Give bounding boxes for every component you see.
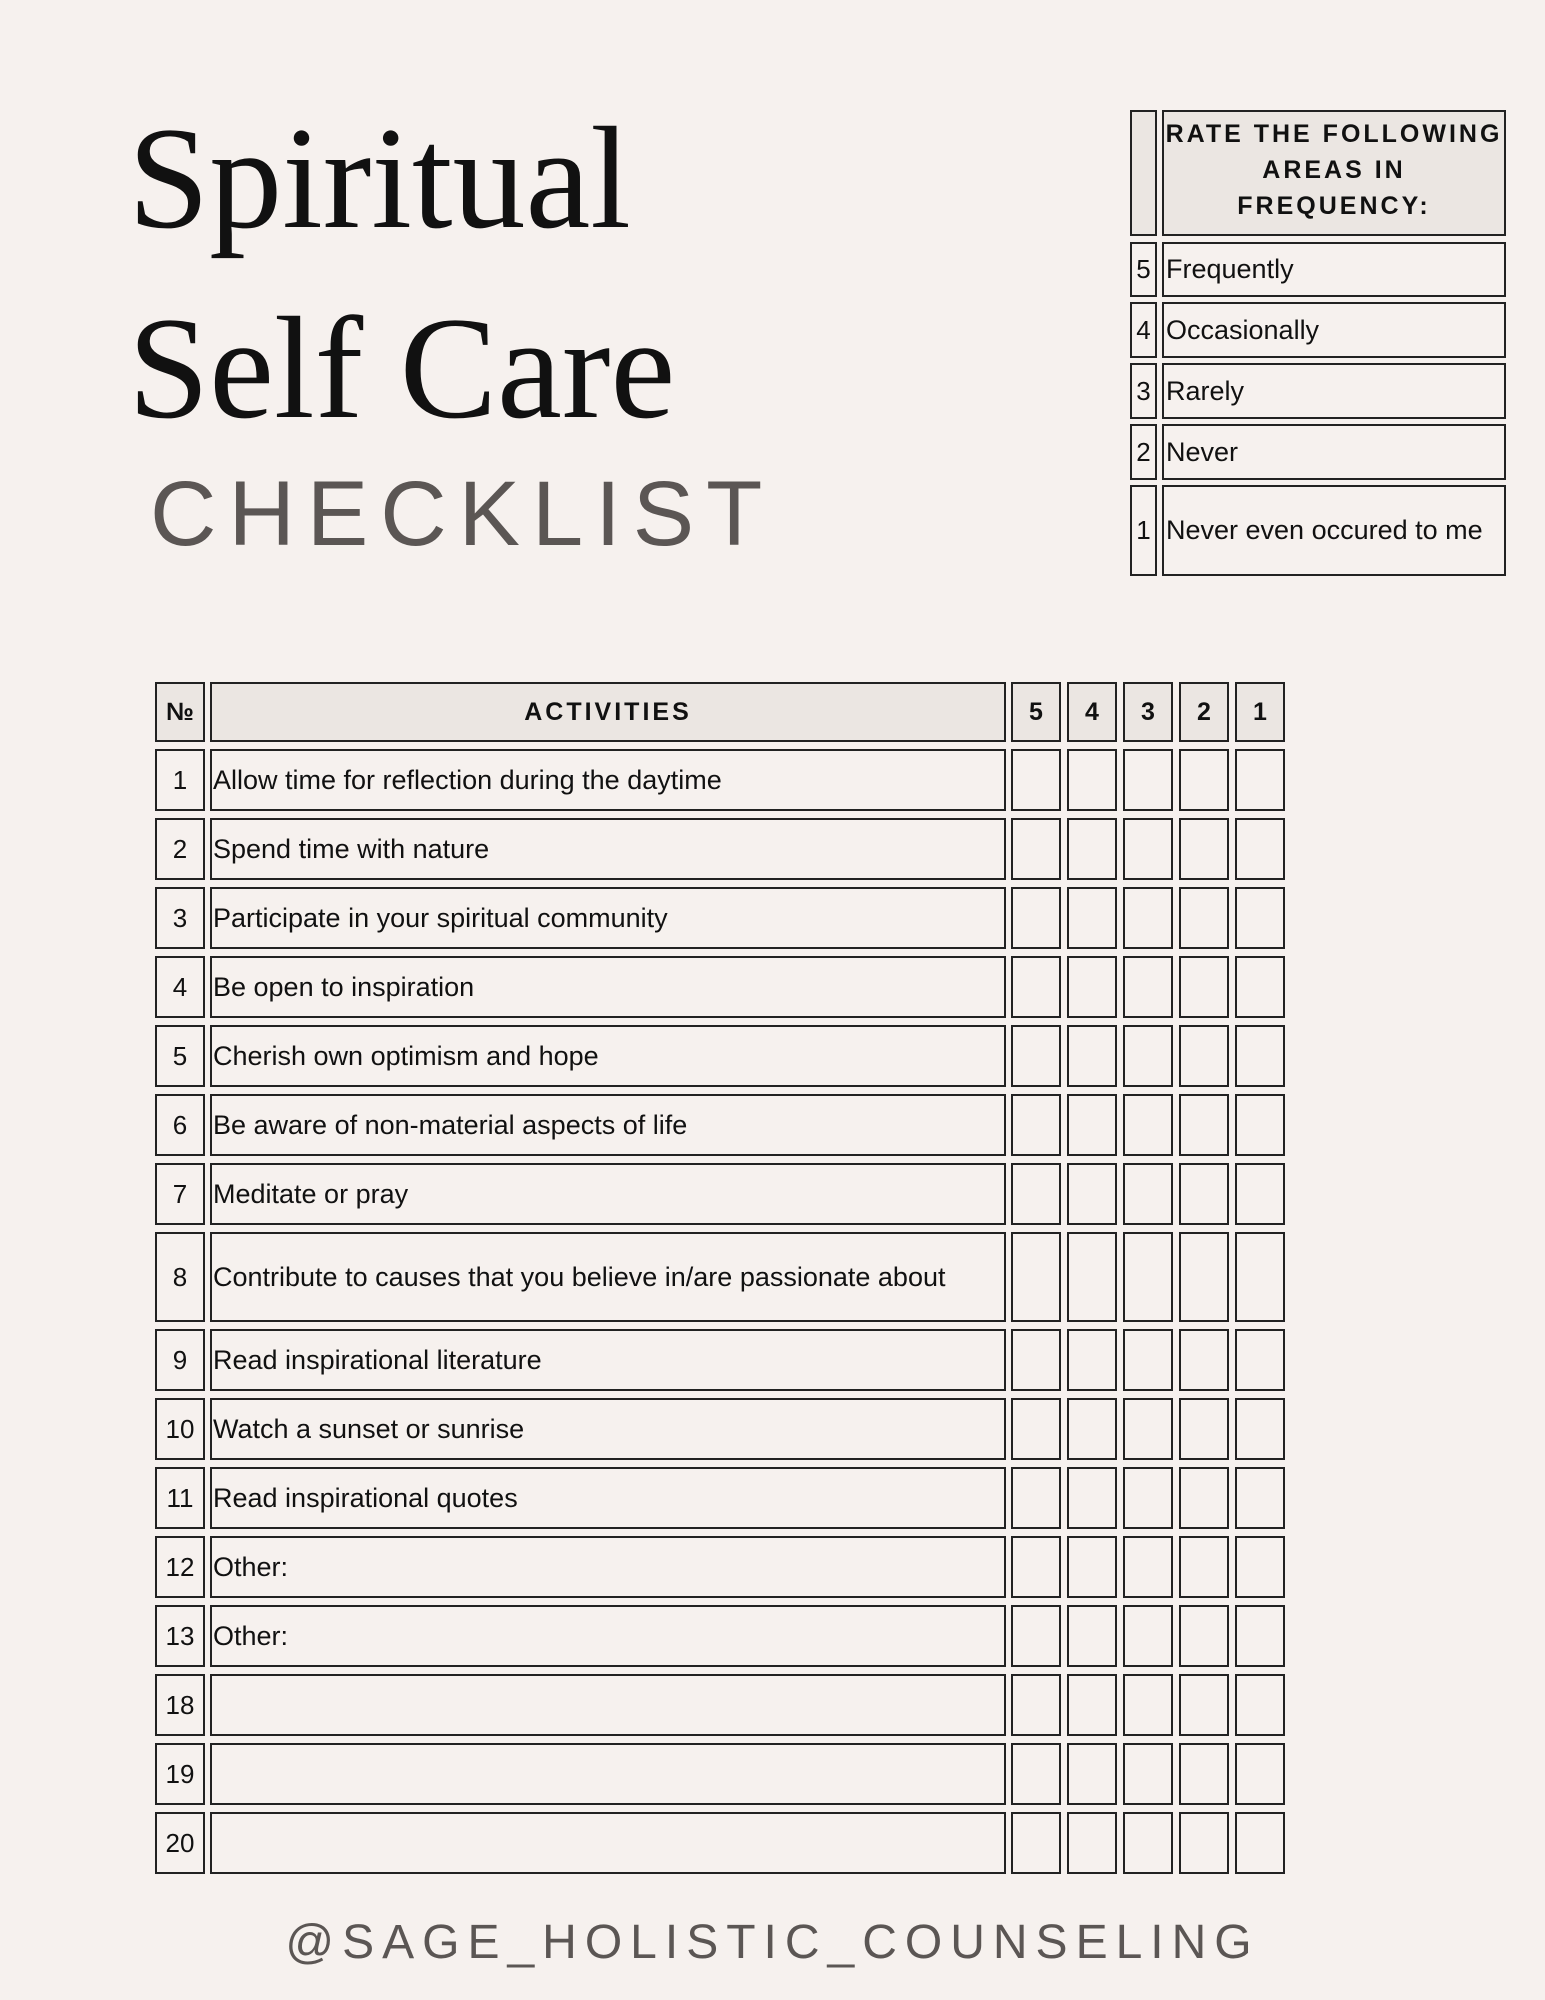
activity-cell: Participate in your spiritual community [210,887,1006,949]
row-number: 19 [155,1743,205,1805]
footer-handle: @SAGE_HOLISTIC_COUNSELING [285,1916,1260,1969]
legend-value-4: 4 [1130,302,1157,358]
rating-checkbox-1[interactable] [1235,1743,1285,1805]
legend-value-3: 3 [1130,363,1157,419]
rating-checkbox-2[interactable] [1179,1674,1229,1736]
activity-cell: Contribute to causes that you believe in/are passionate about [210,1232,1006,1322]
column-header-rating-2: 2 [1179,682,1229,742]
legend-label-5: Frequently [1162,242,1506,297]
rating-checkbox-5[interactable] [1011,1163,1061,1225]
rating-checkbox-1[interactable] [1235,1536,1285,1598]
rating-checkbox-3[interactable] [1123,1163,1173,1225]
row-number: 20 [155,1812,205,1874]
rating-checkbox-5[interactable] [1011,749,1061,811]
column-header-rating-5: 5 [1011,682,1061,742]
activity-cell[interactable]: Other: [210,1536,1006,1598]
rating-checkbox-2[interactable] [1179,749,1229,811]
row-number: 8 [155,1232,205,1322]
rating-checkbox-1[interactable] [1235,956,1285,1018]
row-number: 4 [155,956,205,1018]
rating-checkbox-4[interactable] [1067,1329,1117,1391]
rating-checkbox-2[interactable] [1179,887,1229,949]
rating-checkbox-4[interactable] [1067,749,1117,811]
rating-checkbox-1[interactable] [1235,749,1285,811]
row-number: 7 [155,1163,205,1225]
activity-cell: Watch a sunset or sunrise [210,1398,1006,1460]
activity-cell: Read inspirational literature [210,1329,1006,1391]
rating-checkbox-2[interactable] [1179,1398,1229,1460]
rating-checkbox-1[interactable] [1235,1163,1285,1225]
rating-checkbox-1[interactable] [1235,1812,1285,1874]
rating-checkbox-3[interactable] [1123,1674,1173,1736]
rating-checkbox-3[interactable] [1123,1467,1173,1529]
activity-cell: Allow time for reflection during the daytime [210,749,1006,811]
row-number: 2 [155,818,205,880]
legend-label-1: Never even occured to me [1162,485,1506,576]
column-header-rating-1: 1 [1235,682,1285,742]
row-number: 6 [155,1094,205,1156]
title-line-spiritual: Spiritual [128,97,631,259]
activity-cell[interactable] [210,1743,1006,1805]
rating-checkbox-2[interactable] [1179,1163,1229,1225]
rating-checkbox-3[interactable] [1123,1743,1173,1805]
activity-cell: Cherish own optimism and hope [210,1025,1006,1087]
activity-cell[interactable] [210,1812,1006,1874]
activity-cell: Read inspirational quotes [210,1467,1006,1529]
rating-checkbox-2[interactable] [1179,1232,1229,1322]
rating-checkbox-5[interactable] [1011,1094,1061,1156]
rating-checkbox-2[interactable] [1179,1094,1229,1156]
rating-checkbox-5[interactable] [1011,1674,1061,1736]
legend-label-2: Never [1162,424,1506,480]
rating-checkbox-3[interactable] [1123,887,1173,949]
rating-checkbox-5[interactable] [1011,1743,1061,1805]
rating-checkbox-2[interactable] [1179,818,1229,880]
rating-checkbox-1[interactable] [1235,1025,1285,1087]
rating-checkbox-3[interactable] [1123,1398,1173,1460]
rating-checkbox-3[interactable] [1123,1094,1173,1156]
rating-checkbox-3[interactable] [1123,1605,1173,1667]
rating-checkbox-2[interactable] [1179,1605,1229,1667]
rating-checkbox-5[interactable] [1011,1812,1061,1874]
legend-label-4: Occasionally [1162,302,1506,358]
row-number: 5 [155,1025,205,1087]
rating-checkbox-4[interactable] [1067,1025,1117,1087]
rating-checkbox-5[interactable] [1011,1232,1061,1322]
rating-checkbox-4[interactable] [1067,887,1117,949]
rating-checkbox-2[interactable] [1179,1743,1229,1805]
legend-label-3: Rarely [1162,363,1506,419]
rating-checkbox-3[interactable] [1123,1536,1173,1598]
rating-checkbox-1[interactable] [1235,1605,1285,1667]
activity-cell[interactable]: Other: [210,1605,1006,1667]
rating-checkbox-4[interactable] [1067,1398,1117,1460]
rating-checkbox-2[interactable] [1179,1329,1229,1391]
rating-checkbox-1[interactable] [1235,1467,1285,1529]
rating-checkbox-1[interactable] [1235,1232,1285,1322]
rating-checkbox-1[interactable] [1235,1398,1285,1460]
rating-checkbox-5[interactable] [1011,1025,1061,1087]
rating-checkbox-5[interactable] [1011,818,1061,880]
rating-checkbox-1[interactable] [1235,1329,1285,1391]
activity-cell: Spend time with nature [210,818,1006,880]
rating-checkbox-3[interactable] [1123,1232,1173,1322]
rating-checkbox-4[interactable] [1067,1743,1117,1805]
legend-value-1: 1 [1130,485,1157,576]
column-header-rating-4: 4 [1067,682,1117,742]
rating-checkbox-5[interactable] [1011,1329,1061,1391]
rating-checkbox-4[interactable] [1067,1812,1117,1874]
rating-checkbox-1[interactable] [1235,1094,1285,1156]
rating-checkbox-2[interactable] [1179,1025,1229,1087]
rating-checkbox-2[interactable] [1179,1812,1229,1874]
rating-checkbox-1[interactable] [1235,818,1285,880]
activity-cell: Be open to inspiration [210,956,1006,1018]
rating-checkbox-2[interactable] [1179,1467,1229,1529]
rating-checkbox-4[interactable] [1067,1605,1117,1667]
column-header-activities: ACTIVITIES [210,682,1006,742]
rating-checkbox-5[interactable] [1011,1536,1061,1598]
rating-checkbox-4[interactable] [1067,1094,1117,1156]
rating-checkbox-4[interactable] [1067,1674,1117,1736]
row-number: 3 [155,887,205,949]
legend-value-5: 5 [1130,242,1157,297]
column-header-rating-3: 3 [1123,682,1173,742]
rating-checkbox-5[interactable] [1011,1467,1061,1529]
row-number: 13 [155,1605,205,1667]
row-number: 10 [155,1398,205,1460]
rating-checkbox-2[interactable] [1179,1536,1229,1598]
title-line-self-care: Self Care [128,287,676,449]
rating-checkbox-4[interactable] [1067,1232,1117,1322]
rating-checkbox-4[interactable] [1067,1467,1117,1529]
rating-checkbox-4[interactable] [1067,818,1117,880]
activity-cell[interactable] [210,1674,1006,1736]
rating-checkbox-3[interactable] [1123,1329,1173,1391]
rating-checkbox-3[interactable] [1123,1812,1173,1874]
rating-checkbox-1[interactable] [1235,1674,1285,1736]
legend-value-2: 2 [1130,424,1157,480]
rating-checkbox-3[interactable] [1123,818,1173,880]
rating-checkbox-5[interactable] [1011,887,1061,949]
legend-header-spacer [1130,110,1157,236]
activity-cell: Be aware of non-material aspects of life [210,1094,1006,1156]
rating-checkbox-4[interactable] [1067,1536,1117,1598]
rating-checkbox-5[interactable] [1011,1398,1061,1460]
column-header-number: № [155,682,205,742]
row-number: 9 [155,1329,205,1391]
rating-checkbox-5[interactable] [1011,1605,1061,1667]
row-number: 1 [155,749,205,811]
rating-checkbox-4[interactable] [1067,956,1117,1018]
rating-checkbox-4[interactable] [1067,1163,1117,1225]
title-line-checklist: CHECKLIST [150,463,775,565]
row-number: 12 [155,1536,205,1598]
activity-cell: Meditate or pray [210,1163,1006,1225]
rating-checkbox-5[interactable] [1011,956,1061,1018]
rating-checkbox-3[interactable] [1123,956,1173,1018]
rating-checkbox-1[interactable] [1235,887,1285,949]
rating-checkbox-3[interactable] [1123,749,1173,811]
rating-checkbox-3[interactable] [1123,1025,1173,1087]
legend-heading: RATE THE FOLLOWING AREAS IN FREQUENCY: [1162,110,1506,236]
row-number: 18 [155,1674,205,1736]
row-number: 11 [155,1467,205,1529]
rating-checkbox-2[interactable] [1179,956,1229,1018]
